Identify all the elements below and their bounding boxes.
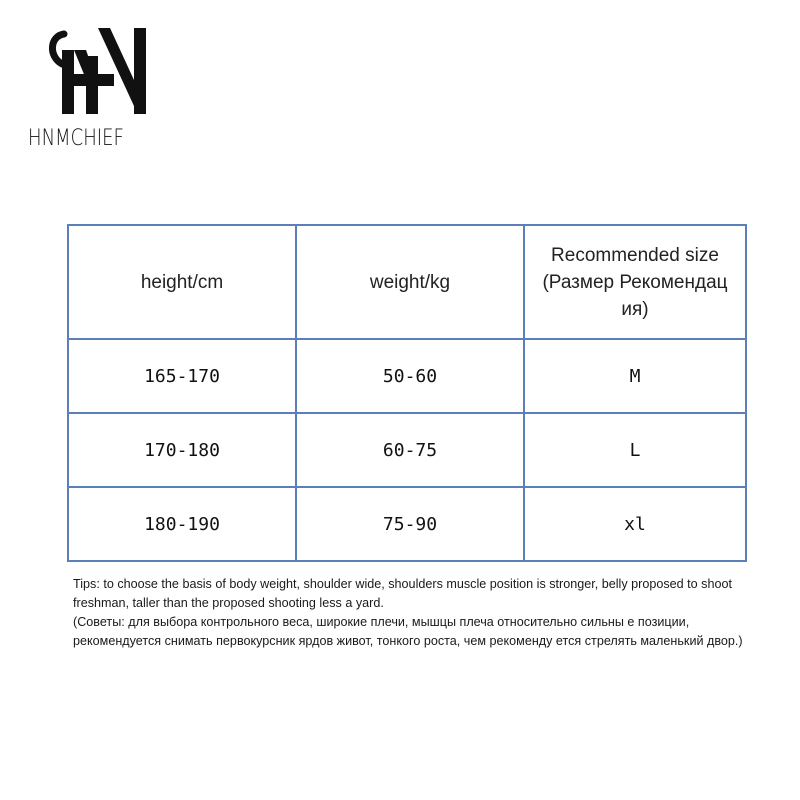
size-cell: xl bbox=[524, 487, 746, 561]
table-header-row bbox=[68, 225, 746, 339]
header-weight: weight/kg bbox=[296, 225, 524, 339]
hnmchief-logo-icon bbox=[40, 22, 150, 122]
height-cell: 165-170 bbox=[68, 339, 296, 413]
tips-section bbox=[73, 575, 753, 651]
tips-english: Tips: to choose the basis of body weight, shoulder wide, shoulders muscle position is stronger, belly proposed to shoot freshman, taller than the proposed shooting less a yard. bbox=[73, 577, 732, 610]
brand-logo bbox=[28, 22, 178, 151]
size-table bbox=[67, 224, 747, 562]
table-row bbox=[68, 413, 746, 487]
header-height: height/cm bbox=[68, 225, 296, 339]
weight-cell: 75-90 bbox=[296, 487, 524, 561]
height-cell: 170-180 bbox=[68, 413, 296, 487]
tips-russian: (Советы: для выбора контрольного веса, широкие плечи, мышцы плеча относительно сильны е позиции, рекомендуется снимать первокурсник ярдов живот, тонкого роста, чем рекоменду ется стрелять маленький двор.) bbox=[73, 615, 743, 648]
weight-cell: 60-75 bbox=[296, 413, 524, 487]
weight-cell: 50-60 bbox=[296, 339, 524, 413]
table-row bbox=[68, 339, 746, 413]
height-cell: 180-190 bbox=[68, 487, 296, 561]
brand-name: HNMCHIEF bbox=[28, 126, 124, 151]
size-cell: L bbox=[524, 413, 746, 487]
size-cell: M bbox=[524, 339, 746, 413]
table-row bbox=[68, 487, 746, 561]
header-recommended-size: Recommended size (Размер Рекомендац ия) bbox=[524, 225, 746, 339]
